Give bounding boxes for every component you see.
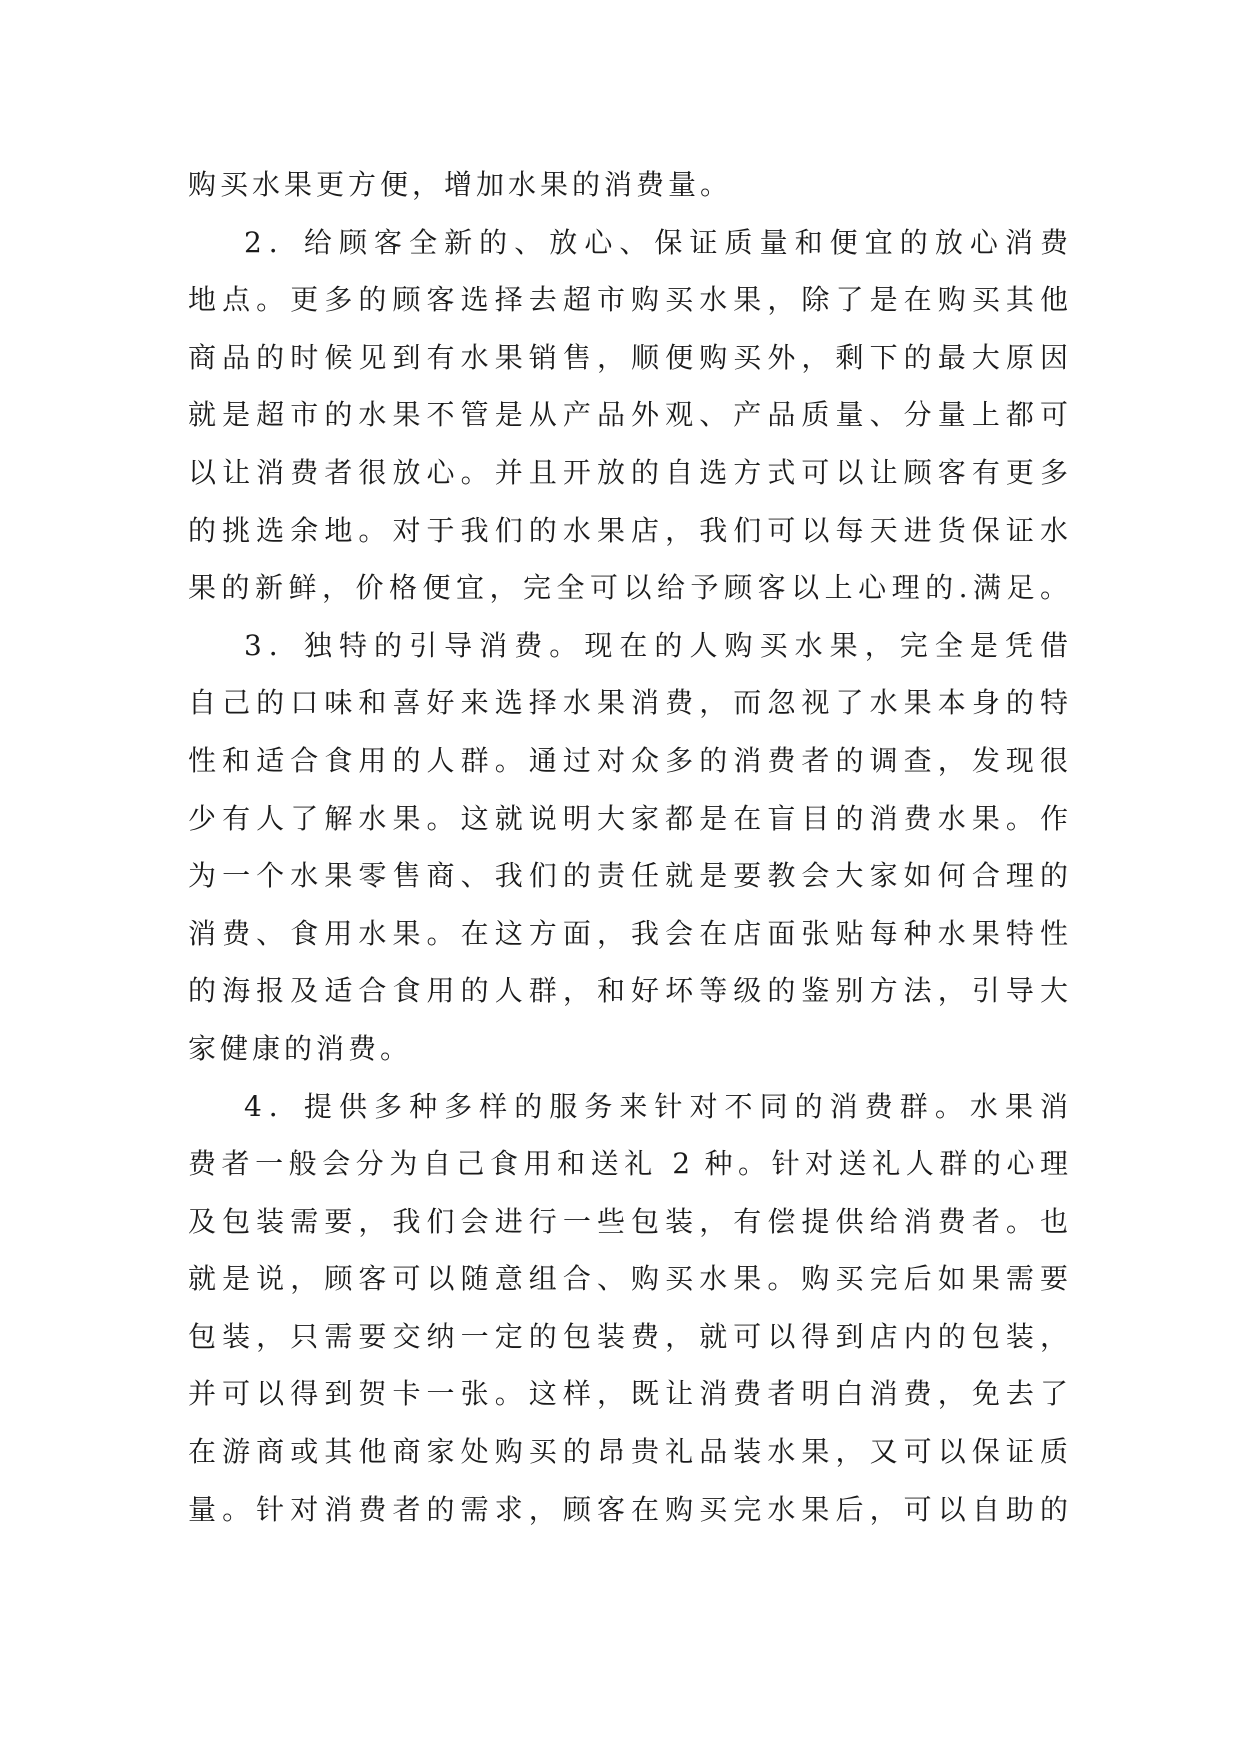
- text-line: 为一个水果零售商、我们的责任就是要教会大家如何合理的: [188, 859, 1068, 893]
- text-line: 少有人了解水果。这就说明大家都是在盲目的消费水果。作: [188, 801, 1068, 835]
- text-line: 消费、食用水果。在这方面，我会在店面张贴每种水果特性: [188, 916, 1068, 950]
- text-line: 量。针对消费者的需求，顾客在购买完水果后，可以自助的: [188, 1492, 1068, 1526]
- text-line: 自己的口味和喜好来选择水果消费，而忽视了水果本身的特: [188, 686, 1068, 720]
- text-line: 及包装需要，我们会进行一些包装，有偿提供给消费者。也: [188, 1204, 1068, 1238]
- paragraph-4-start: 4．提供多种多样的服务来针对不同的消费群。水果消: [244, 1089, 1068, 1123]
- text-line: 性和适合食用的人群。通过对众多的消费者的调查，发现很: [188, 743, 1068, 777]
- text-line: 果的新鲜，价格便宜，完全可以给予顾客以上心理的.满足。: [188, 571, 1068, 605]
- text-line: 就是超市的水果不管是从产品外观、产品质量、分量上都可: [188, 398, 1068, 432]
- text-line: 就是说，顾客可以随意组合、购买水果。购买完后如果需要: [188, 1262, 1068, 1296]
- paragraph-2-start: 2．给顾客全新的、放心、保证质量和便宜的放心消费: [244, 225, 1068, 259]
- text-line: 以让消费者很放心。并且开放的自选方式可以让顾客有更多: [188, 455, 1068, 489]
- text-line: 商品的时候见到有水果销售，顺便购买外，剩下的最大原因: [188, 340, 1068, 374]
- text-line: 包装，只需要交纳一定的包装费，就可以得到店内的包装，: [188, 1319, 1068, 1353]
- text-line: 购买水果更方便，增加水果的消费量。: [188, 168, 733, 201]
- body-text: [188, 156, 1068, 1538]
- text-line: 的挑选余地。对于我们的水果店，我们可以每天进货保证水: [188, 513, 1068, 547]
- text-line: 地点。更多的顾客选择去超市购买水果，除了是在购买其他: [188, 283, 1068, 317]
- text-line: 在游商或其他商家处购买的昂贵礼品装水果，又可以保证质: [188, 1435, 1068, 1469]
- text-line: 并可以得到贺卡一张。这样，既让消费者明白消费，免去了: [188, 1377, 1068, 1411]
- text-line: 费者一般会分为自己食用和送礼 2 种。针对送礼人群的心理: [188, 1147, 1068, 1181]
- paragraph-3-start: 3．独特的引导消费。现在的人购买水果，完全是凭借: [244, 628, 1068, 662]
- text-line: 家健康的消费。: [188, 1031, 413, 1065]
- text-line: 的海报及适合食用的人群，和好坏等级的鉴别方法，引导大: [188, 974, 1068, 1008]
